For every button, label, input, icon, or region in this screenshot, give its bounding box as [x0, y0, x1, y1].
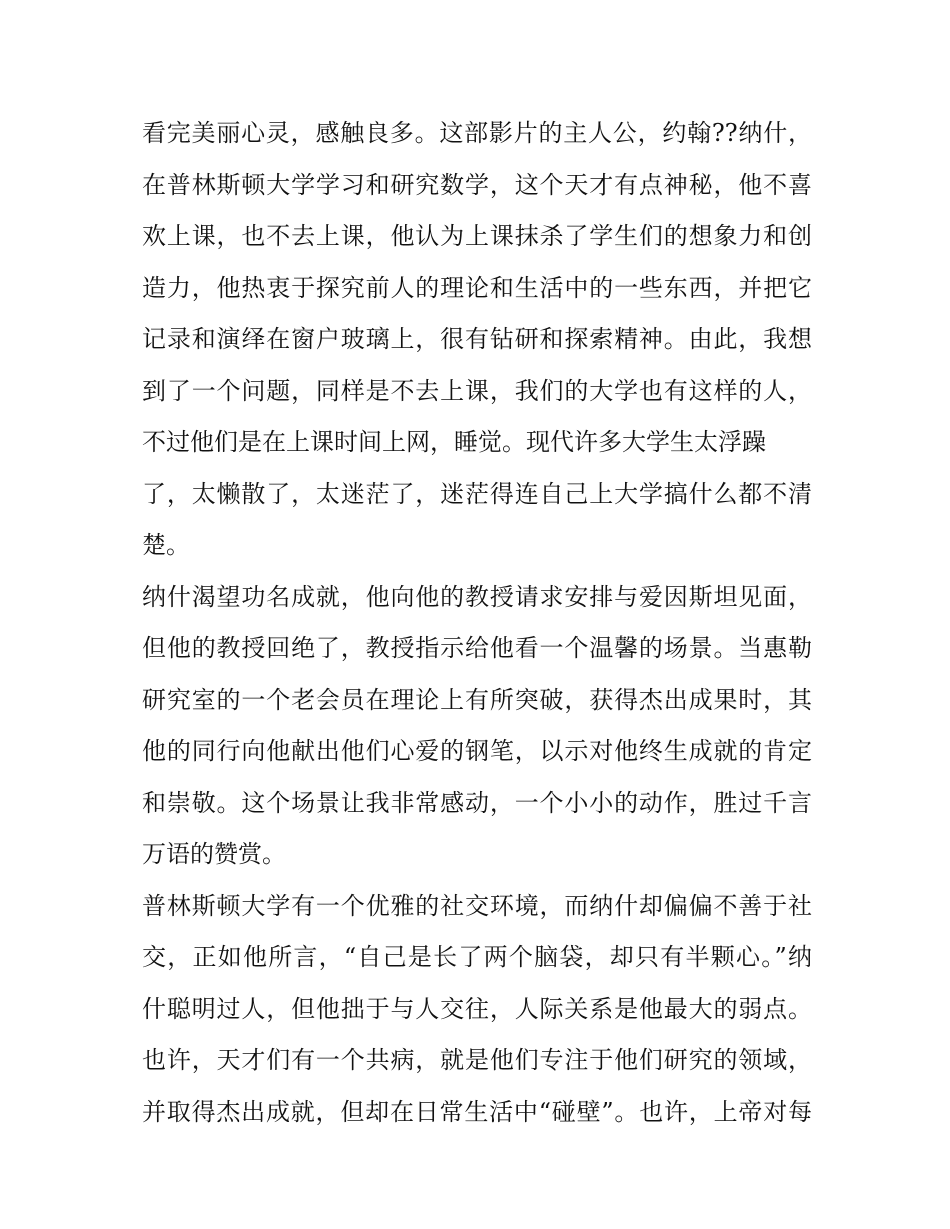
text-line: 到了一个问题，同样是不去上课，我们的大学也有这样的人，: [142, 376, 812, 405]
body-text: [142, 108, 812, 1138]
text-line: 但他的教授回绝了，教授指示给他看一个温馨的场景。当惠勒: [142, 634, 812, 662]
text-line: 也许，天才们有一个共病，就是他们专注于他们研究的领域，: [142, 1046, 812, 1074]
text-line: 什聪明过人，但他拙于与人交往，人际关系是他最大的弱点。: [142, 994, 812, 1023]
text-line: 记录和演绎在窗户玻璃上，很有钻研和探索精神。由此，我想: [142, 325, 812, 353]
text-line: 看完美丽心灵，感触良多。这部影片的主人公，约翰??纳什，: [142, 119, 812, 147]
text-line: 并取得杰出成就，但却在日常生活中“碰壁”。也许，上帝对每: [142, 1097, 812, 1126]
text-line: 造力，他热衷于探究前人的理论和生活中的一些东西，并把它: [142, 273, 812, 302]
text-line: 纳什渴望功名成就，他向他的教授请求安排与爱因斯坦见面，: [142, 582, 812, 611]
text-line: 不过他们是在上课时间上网，睡觉。现代许多大学生太浮躁: [142, 428, 766, 456]
text-line: 和崇敬。这个场景让我非常感动，一个小小的动作，胜过千言: [142, 788, 812, 817]
text-line: 了，太懒散了，太迷茫了，迷茫得连自己上大学搞什么都不清: [142, 479, 812, 508]
text-line: 他的同行向他献出他们心爱的钢笔，以示对他终生成就的肯定: [142, 737, 812, 765]
text-line: 普林斯顿大学有一个优雅的社交环境，而纳什却偏偏不善于社: [142, 891, 812, 920]
text-line: 研究室的一个老会员在理论上有所突破，获得杰出成果时，其: [142, 685, 812, 714]
text-line: 欢上课，也不去上课，他认为上课抹杀了学生们的想象力和创: [142, 222, 812, 250]
text-line: 楚。: [142, 531, 190, 559]
text-line: 在普林斯顿大学学习和研究数学，这个天才有点神秘，他不喜: [142, 170, 812, 199]
text-line: 交，正如他所言，“自己是长了两个脑袋，却只有半颗心。”纳: [142, 943, 812, 971]
text-line: 万语的赞赏。: [142, 840, 286, 868]
